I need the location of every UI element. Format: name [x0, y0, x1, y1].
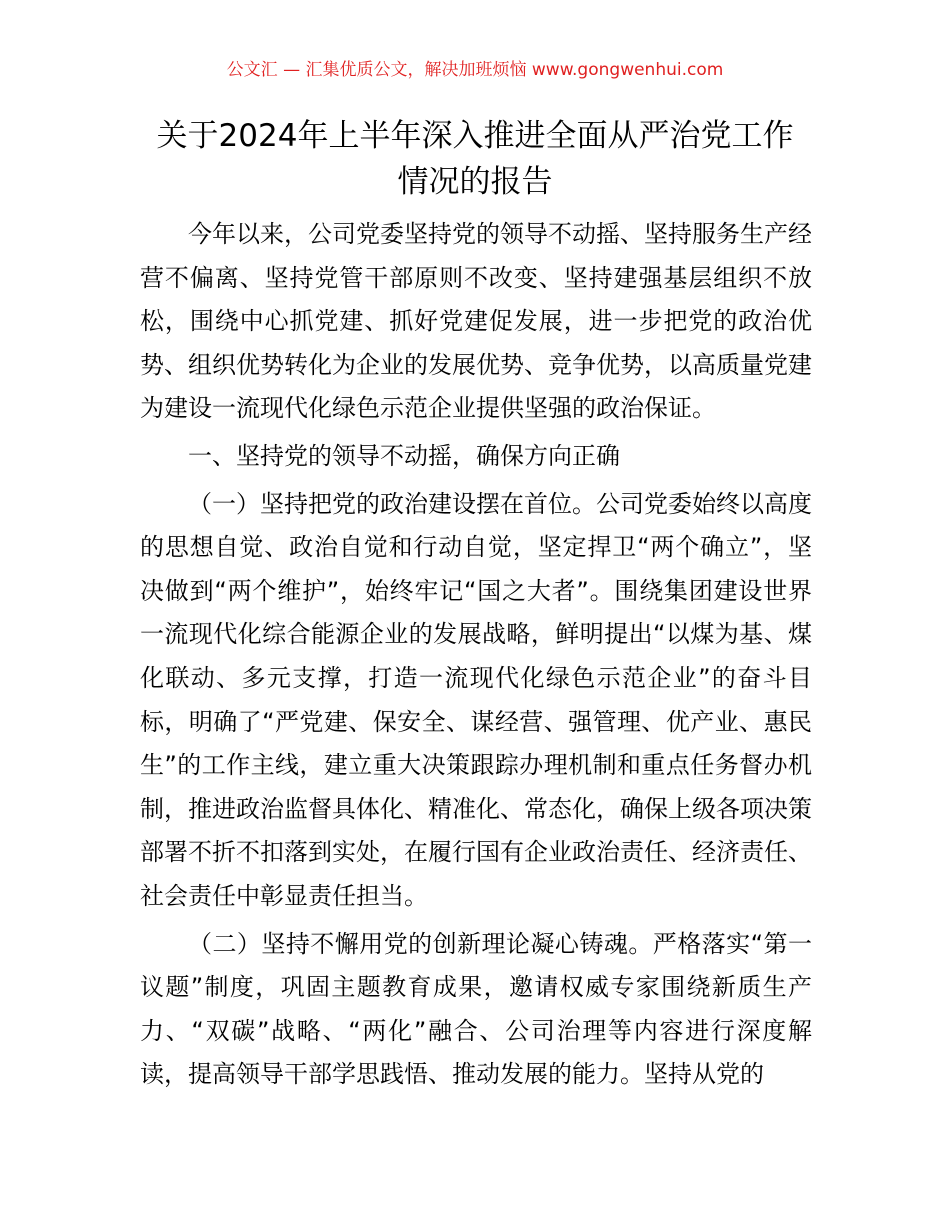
document-title [120, 113, 830, 205]
subsection-paragraph-1: （一）坚持把党的政治建设摆在首位。公司党委始终以高度的思想自觉、政治自觉和行动自觉，坚定捍卫“两个确立”，坚决做到“两个维护”，始终牢记“国之大者”。围绕集团建设世界一流现代化综合能源企业的发展战略，鲜明提出“以煤为基、煤化联动、多元支撑，打造一流现代化绿色示范企业”的奋斗目标，明确了“严党建、保安全、谋经营、强管理、优产业、惠民生”的工作主线，建立重大决策跟踪办理机制和重点任务督办机制，推进政治监督具体化、精准化、常态化，确保上级各项决策部署不折不扣落到实处，在履行国有企业政治责任、经济责任、社会责任中彰显责任担当。 [140, 489, 812, 910]
title-line-2: 情况的报告 [397, 164, 553, 200]
document-body [140, 213, 812, 1097]
title-line-1: 关于2024年上半年深入推进全面从严治党工作 [156, 118, 794, 154]
watermark-header: 公文汇 — 汇集优质公文，解决加班烦恼 www.gongwenhui.com [226, 60, 724, 80]
intro-paragraph: 今年以来，公司党委坚持党的领导不动摇、坚持服务生产经营不偏离、坚持党管干部原则不改变、坚持建强基层组织不放松，围绕中心抓党建、抓好党建促发展，进一步把党的政治优势、组织优势转化为企业的发展优势、竞争优势，以高质量党建为建设一流现代化绿色示范企业提供坚强的政治保证。 [140, 220, 812, 423]
section-heading-1: 一、坚持党的领导不动摇，确保方向正确 [188, 441, 620, 470]
subsection-paragraph-2: （二）坚持不懈用党的创新理论凝心铸魂。严格落实“第一议题”制度，巩固主题教育成果，邀请权威专家围绕新质生产力、“双碳”战略、“两化”融合、公司治理等内容进行深度解读，提高领导干部学思践悟、推动发展的能力。坚持从党的 [140, 929, 812, 1089]
